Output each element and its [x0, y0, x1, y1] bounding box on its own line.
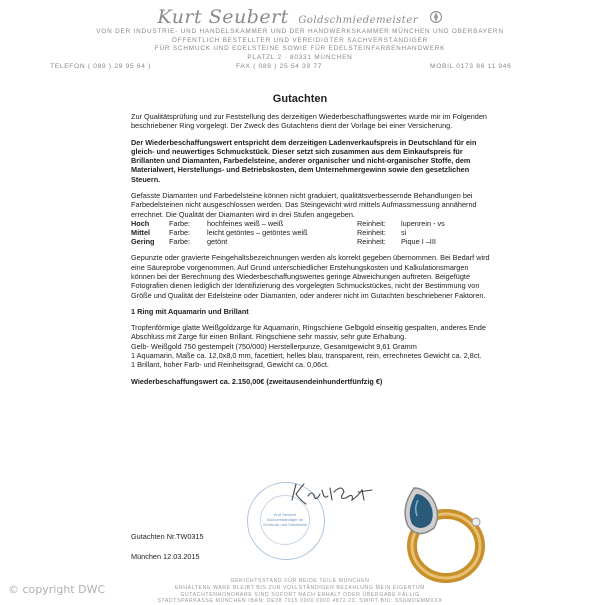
letterhead-line: FÜR SCHMUCK UND EDELSTEINE SOWIE FÜR EDELSTEINFARBENHANDWERK — [154, 45, 446, 53]
letterhead-address: PLATZL 2 · 80331 MÜNCHEN — [247, 53, 353, 61]
footer-line: ERHALTENE WARE BLEIBT BIS ZUR VOLLSTÄNDIGEN BEZAHLUNG MEIN EIGENTUM — [174, 584, 426, 591]
compass-logo-icon — [429, 10, 443, 24]
grade-reinheit-label: Reinheit: — [357, 227, 386, 237]
ring-photo — [384, 474, 504, 584]
fax: FAX ( 089 ) 25 54 39 77 — [236, 63, 323, 71]
grade-farbe-label: Farbe: — [169, 236, 191, 246]
item-detail: 1 Aquamarin, Maße ca. 12,0x8,0 mm, facettiert, helles blau, transparent, rein, errechnetes Gewicht ca. 2,8ct. — [131, 351, 482, 361]
footer-line: GERICHTSSTAND FÜR BEIDE TEILE MÜNCHEN — [230, 578, 370, 584]
gepunzte-paragraph: Gepunzte oder gravierte Feingehaltsbezeichnungen werden als korrekt gegeben übernommen. Bei Bedarf wird eine Säureprobe vorgenommen. Auf Grund unterschiedlicher Erstehungskosten und Kalkulationsmargen können bei der Berechnung des Wiederbeschaffungswertes geringe Abweichungen auftreten. Beigefügte Fotografien dienen lediglich der Identifizierung des vorgelegten Schmuckstückes, nicht der Bestimmung von Größe und Qualität der Edelsteine oder Diamanten, oder anderer nicht im Gutachten beschriebener Faktoren. — [131, 253, 490, 300]
contact-row — [10, 63, 590, 73]
valuation-definition: Der Wiederbeschaffungswert entspricht dem derzeitigen Ladenverkaufspreis in Deutschland für ein gleich- und neuwertiges Schmuckstück. Dieser setzt sich zusammen aus dem Einkaufspreis für Brillanten und Diamanten, Farbedelsteine, anderer organischer und nicht-organischer Stoffe, dem Materialwert, Herstellungs- und Betriebskosten, dem Unternehmergewinn sowie den gesetzlichen Steuern. — [131, 137, 477, 184]
signature — [288, 478, 378, 517]
grade-level: Hoch — [131, 218, 150, 228]
letterhead-line: ÖFFENTLICH BESTELLTER UND VEREIDIGTER SACHVERSTÄNDIGER — [171, 36, 429, 44]
letterhead-line: VON DER INDUSTRIE- UND HANDELSKAMMER UND DER HANDWERKSKAMMER MÜNCHEN UND OBERBAYERN — [96, 28, 504, 35]
grade-farbe: leicht getöntes – getöntes weiß — [207, 227, 308, 237]
brand-suffix: Goldschmiedemeister — [298, 15, 419, 26]
intro-paragraph: Zur Qualitätsprüfung und zur Feststellung des derzeitigen Wiederbeschaffungswertes wurde mir im Folgenden beschriebener Ring vorgelegt. Der Zweck des Gutachtens dient der Vorlage bei einer Versicherung. — [131, 112, 487, 131]
grade-reinheit: Pique I –III — [401, 236, 436, 246]
grade-reinheit-label: Reinheit: — [357, 218, 386, 228]
footer-line: GUTACHTENHONORARE SIND SOFORT NACH ERHALT ODER ÜBERGABE FÄLLIG — [180, 591, 420, 598]
grade-reinheit: lupenrein - vs — [401, 218, 445, 228]
item-title: 1 Ring mit Aquamarin und Brillant — [131, 306, 249, 316]
grade-level: Gering — [131, 236, 155, 246]
grade-reinheit: si — [401, 227, 407, 237]
telefon: TELEFON ( 089 ) 29 95 64 ) — [50, 63, 152, 71]
grade-farbe-label: Farbe: — [169, 227, 191, 237]
stamp-text: Kurt Seubert Sachverständiger für Schmuck und Edelsteine — [260, 495, 310, 545]
gutachten-number: Gutachten Nr.TW0315 — [131, 532, 204, 541]
gefasste-paragraph: Gefasste Diamanten und Farbedelsteine können nicht graduiert, qualitätsverbessernde Behandlungen bei Farbedelsteinen nicht ausgeschlossen werden. Das Steingewicht wird mittels Aufmassmessung annähernd errechnet. Die Qualität der Diamanten wird in drei Stufen angegeben. — [131, 191, 477, 219]
grade-row — [131, 238, 445, 247]
brand-logo — [10, 6, 590, 28]
item-detail: Gelb- Weißgold 750 gestempelt (750/000) Herstellerpunze, Gesamtgewicht 9,61 Gramm — [131, 341, 417, 351]
certificate-body — [131, 112, 491, 393]
footer-line: STADTSPARKASSE MÜNCHEN IBAN: DE38 7015 0000 0000 4872 23, SWIFT-BIC: SSKMDEMMXXX — [157, 598, 443, 605]
grade-farbe-label: Farbe: — [169, 218, 191, 228]
page-title: Gutachten — [272, 93, 328, 105]
grade-farbe: getönt — [207, 236, 228, 246]
item-description: Tropfenförmige glatte Weißgoldzarge für Aquamarin, Ringschiene Gelbgold einseitig gespalten, anderes Ende Abschluss mit Zarge für einen Brillant. Ringschiene sehr massiv, sehr gute Erhaltung. — [131, 323, 486, 342]
brand-name: Kurt Seubert — [157, 6, 289, 28]
letterhead — [10, 6, 590, 73]
date-place: München 12.03.2015 — [131, 552, 200, 561]
grade-table — [131, 220, 445, 246]
grade-reinheit-label: Reinheit: — [357, 236, 386, 246]
certificate-page — [10, 0, 590, 605]
item-detail: 1 Brillant, hoher Farb- und Reinheitsgrad, Gewicht ca. 0,06ct. — [131, 360, 329, 370]
grade-farbe: hochfeines weiß – weiß — [207, 218, 284, 228]
ring-icon — [384, 474, 504, 584]
copyright-watermark: © copyright DWC — [8, 583, 106, 596]
signature-icon — [288, 478, 378, 512]
mobil: MOBIL 0173 86 11 946 — [430, 63, 512, 71]
grade-level: Mittel — [131, 227, 151, 237]
replacement-value: Wiederbeschaffungswert ca. 2.150,00€ (zweitausendeinhundertfünfzig €) — [131, 376, 383, 386]
